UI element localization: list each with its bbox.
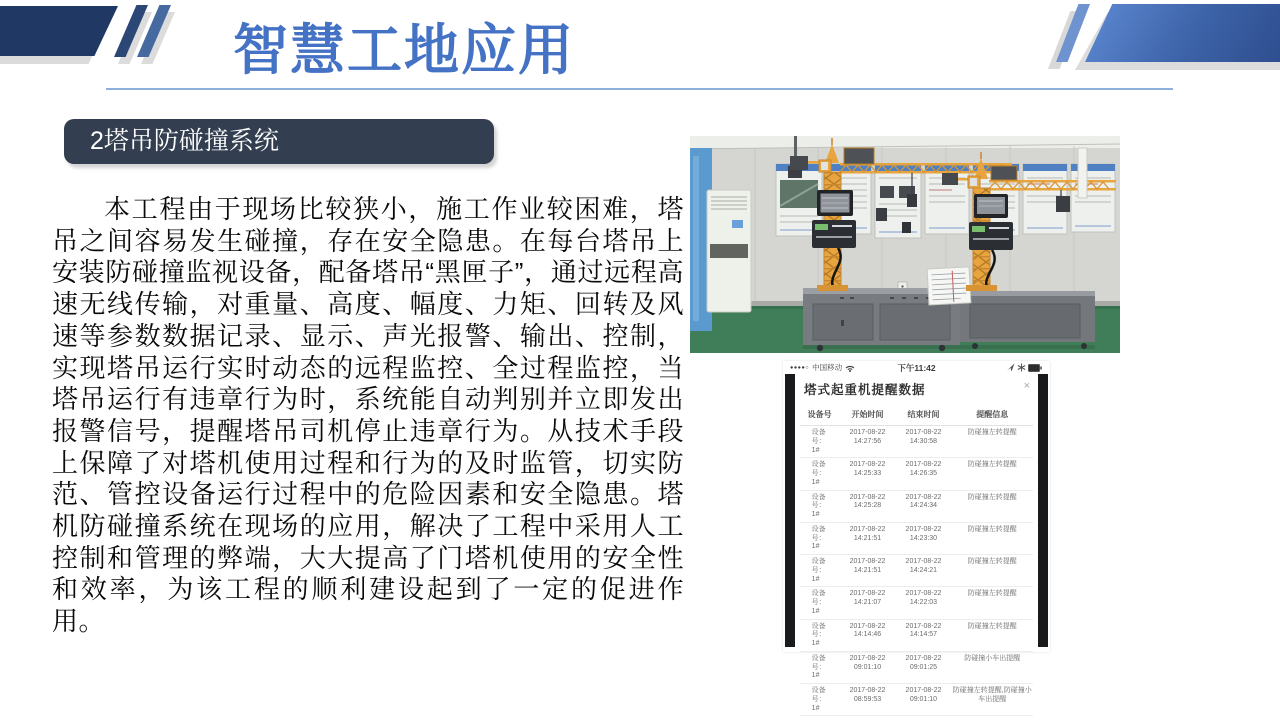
modal-title: 塔式起重机提醒数据 (804, 383, 926, 397)
device-cell: 设备号：1# (800, 555, 840, 587)
header-decoration-blue-block (1085, 4, 1280, 62)
page-title: 智慧工地应用 (233, 19, 576, 81)
col-header-info: 提醒信息 (951, 405, 1033, 426)
alert-info-cell: 防碰撞左转提醒 (951, 490, 1033, 522)
end-time-cell: 2017-08-22 14:22:03 (895, 587, 951, 619)
start-time-cell: 2017-08-22 08:59:53 (840, 684, 896, 716)
table-row (800, 587, 1033, 619)
col-header-start: 开始时间 (840, 405, 896, 426)
table-row (800, 522, 1033, 554)
start-time-cell: 2017-08-22 14:27:56 (840, 426, 896, 458)
alert-table (800, 405, 1033, 716)
start-time-cell: 2017-08-22 14:21:07 (840, 587, 896, 619)
title-underline (106, 88, 1173, 90)
alert-info-cell: 防碰撞左转提醒,防碰撞小车出提醒 (951, 684, 1033, 716)
carrier-label: 中国移动 (812, 363, 843, 372)
table-row (800, 619, 1033, 651)
alert-info-cell: 防碰撞左转提醒 (951, 587, 1033, 619)
device-cell: 设备号：1# (800, 587, 840, 619)
start-time-cell: 2017-08-22 14:21:51 (840, 555, 896, 587)
start-time-cell: 2017-08-22 14:21:51 (840, 522, 896, 554)
end-time-cell: 2017-08-22 14:26:35 (895, 458, 951, 490)
phone-screenshot (783, 361, 1050, 712)
end-time-cell: 2017-08-22 14:24:34 (895, 490, 951, 522)
body-paragraph: 本工程由于现场比较狭小，施工作业较困难，塔吊之间容易发生碰撞，存在安全隐患。在每台塔吊上安装防碰撞监视设备，配备塔吊“黑匣子”，通过远程高速无线传输，对重量、高度、幅度、力矩、回转及风速等参数数据记录、显示、声光报警、输出、控制，实现塔吊运行实时动态的远程监控、全过程监控，当塔吊运行有违章行为时，系统能自动判别并立即发出报警信号，提醒塔吊司机停止违章行为。从技术手段上保障了对塔机使用过程和行为的及时监管，切实防范、管控设备运行过程中的危险因素和安全隐患。塔机防碰撞系统在现场的应用，解决了工程中采用人工控制和管理的弊端，大大提高了门塔机使用的安全性和效率，为该工程的顺利建设起到了一定的促进作用。 (52, 194, 684, 637)
alert-info-cell: 防碰撞左转提醒 (951, 522, 1033, 554)
table-row (800, 684, 1033, 716)
battery-icon (1028, 364, 1043, 372)
alarm-icon (1017, 363, 1026, 372)
start-time-cell: 2017-08-22 14:25:33 (840, 458, 896, 490)
close-icon[interactable]: × (1023, 380, 1030, 392)
section-badge: 2塔吊防碰撞系统 (64, 119, 494, 164)
table-row (800, 458, 1033, 490)
header-decoration-navy-block (0, 6, 118, 56)
start-time-cell: 2017-08-22 14:14:46 (840, 619, 896, 651)
alert-table-header-row (800, 405, 1033, 426)
dimmed-backdrop-left (785, 374, 795, 647)
clock-label: 下午11:42 (897, 362, 936, 373)
start-time-cell: 2017-08-22 14:25:28 (840, 490, 896, 522)
end-time-cell: 2017-08-22 09:01:25 (895, 651, 951, 683)
device-cell: 设备号：1# (800, 458, 840, 490)
end-time-cell: 2017-08-22 14:14:57 (895, 619, 951, 651)
col-header-end: 结束时间 (895, 405, 951, 426)
signal-dots: ●●●●○ (790, 364, 810, 371)
alert-info-cell: 防碰撞左转提醒 (951, 619, 1033, 651)
device-cell: 设备号：1# (800, 619, 840, 651)
end-time-cell: 2017-08-22 14:23:30 (895, 522, 951, 554)
crane-demo-illustration (690, 136, 1120, 353)
alert-info-cell: 防碰撞左转提醒 (951, 458, 1033, 490)
dimmed-backdrop-right (1038, 374, 1048, 647)
table-row (800, 490, 1033, 522)
device-cell: 设备号：1# (800, 522, 840, 554)
end-time-cell: 2017-08-22 14:30:58 (895, 426, 951, 458)
alert-info-cell: 防碰撞左转提醒 (951, 555, 1033, 587)
col-header-device: 设备号 (800, 405, 840, 426)
crane-demo-photo (690, 136, 1120, 353)
end-time-cell: 2017-08-22 09:01:10 (895, 684, 951, 716)
phone-status-bar (783, 361, 1050, 374)
device-cell: 设备号：1# (800, 490, 840, 522)
alert-info-cell: 防碰撞小车出提醒 (951, 651, 1033, 683)
start-time-cell: 2017-08-22 09:01:10 (840, 651, 896, 683)
table-row (800, 651, 1033, 683)
table-row (800, 426, 1033, 458)
device-cell: 设备号：1# (800, 426, 840, 458)
device-cell: 设备号：1# (800, 651, 840, 683)
alert-table-body (800, 426, 1033, 716)
device-cell: 设备号：1# (800, 684, 840, 716)
location-arrow-icon (1007, 363, 1015, 372)
table-row (800, 555, 1033, 587)
alert-info-cell: 防碰撞左转提醒 (951, 426, 1033, 458)
alert-data-modal (795, 374, 1038, 712)
end-time-cell: 2017-08-22 14:24:21 (895, 555, 951, 587)
wifi-icon (845, 364, 855, 372)
